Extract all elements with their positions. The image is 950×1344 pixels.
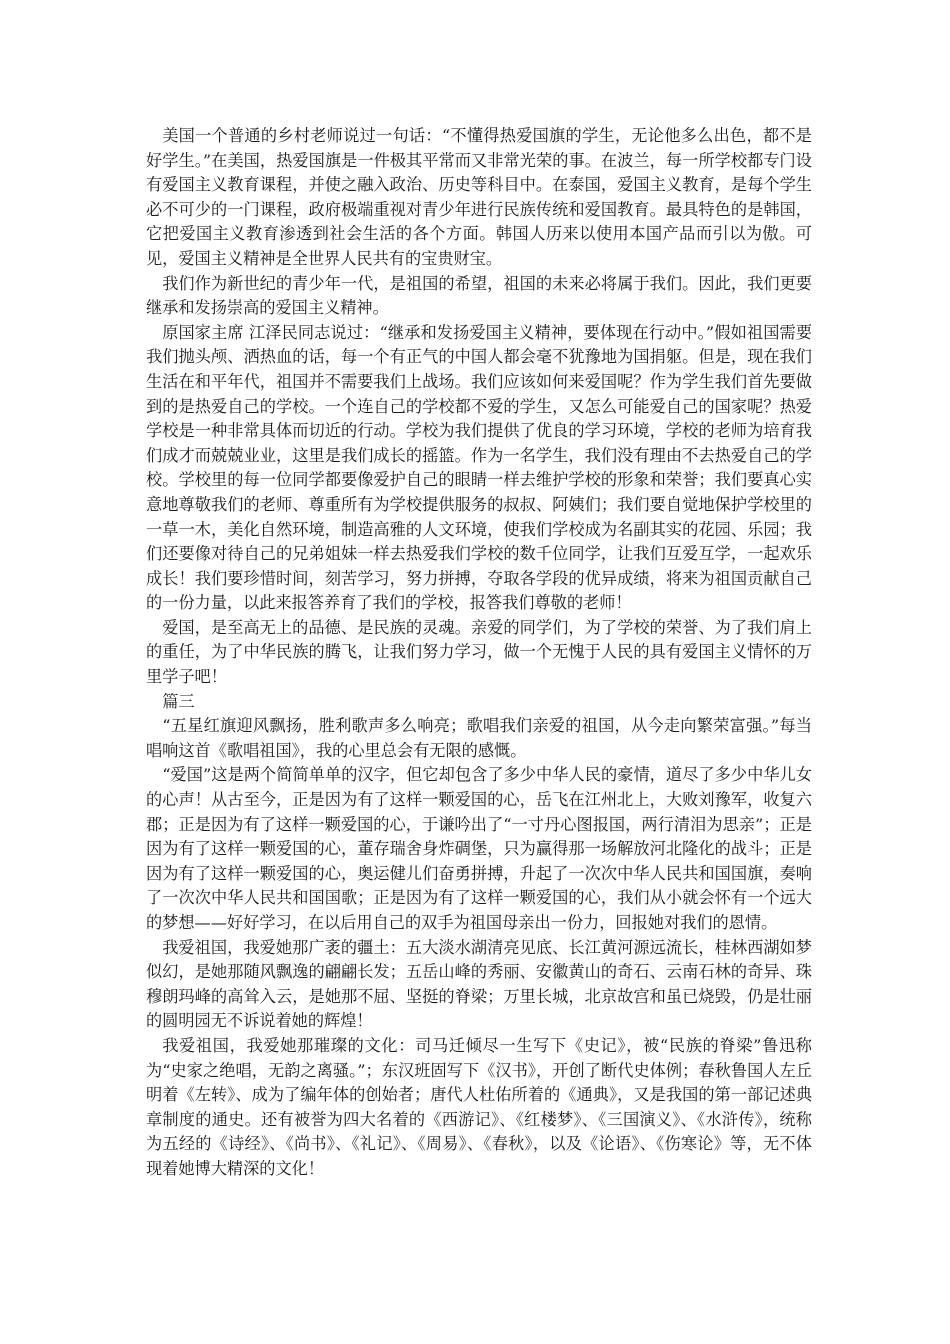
document-body: [146, 124, 812, 1182]
section-heading: 篇三: [162, 691, 195, 711]
paragraph: “爱国”这是两个简简单单的汉字，但它却包含了多少中华人民的豪情，道尽了多少中华儿女的心声！从古至今，正是因为有了这样一颗爱国的心，岳飞在江州北上，大败刘豫军，收复六郡；正是因为有了这样一颗爱国的心，于谦吟出了“一寸丹心图报国，两行清泪为思亲”；正是因为有了这样一颗爱国的心，董存瑞舍身炸碉堡，只为赢得那一场解放河北隆化的战斗；正是因为有了这样一颗爱国的心，奥运健儿们奋勇拼搏，升起了一次次中华人民共和国国旗，奏响了一次次中华人民共和国国歌；正是因为有了这样一颗爱国的心，我们从小就会怀有一个远大的梦想——好好学习，在以后用自己的双手为祖国母亲出一份力，回报她对我们的恩情。: [146, 765, 812, 932]
paragraph: 我们作为新世纪的青少年一代，是祖国的希望，祖国的未来必将属于我们。因此，我们更要继承和发扬崇高的爱国主义精神。: [146, 273, 812, 318]
paragraph: 爱国，是至高无上的品德、是民族的灵魂。亲爱的同学们，为了学校的荣誉、为了我们肩上的重任，为了中华民族的腾飞，让我们努力学习，做一个无愧于人民的具有爱国主义情怀的万里学子吧！: [146, 617, 812, 687]
paragraph: 我爱祖国，我爱她那璀璨的文化：司马迁倾尽一生写下《史记》，被“民族的脊梁”鲁迅称为“史家之绝唱，无韵之离骚。”；东汉班固写下《汉书》，开创了断代史体例；春秋鲁国人左丘明着《左转》、成为了编年体的创始者；唐代人杜佑所着的《通典》，又是我国的第一部记述典章制度的通史。还有被誉为四大名着的《西游记》、《红楼梦》、《三国演义》、《水浒传》，统称为五经的《诗经》、《尚书》、《礼记》、《周易》、《春秋》，以及《论语》、《伤寒论》等，无不体现着她博大精深的文化！: [146, 1035, 812, 1178]
paragraph: 我爱祖国，我爱她那广袤的疆土：五大淡水湖清亮见底、长江黄河源远流长，桂林西湖如梦似幻，是她那随风飘逸的翩翩长发；五岳山峰的秀丽、安徽黄山的奇石、云南石林的奇异、珠穆朗玛峰的高耸入云，是她那不屈、坚挺的脊梁；万里长城，北京故宫和虽已烧毁，仍是壮丽的圆明园无不诉说着她的辉煌！: [146, 937, 812, 1031]
paragraph: 原国家主席 江泽民同志说过：“继承和发扬爱国主义精神，要体现在行动中。”假如祖国需要我们抛头颅、洒热血的话，每一个有正气的中国人都会毫不犹豫地为国捐躯。但是，现在我们生活在和平年代，祖国并不需要我们上战场。我们应该如何来爱国呢？作为学生我们首先要做到的是热爱自己的学校。一个连自己的学校都不爱的学生，又怎么可能爱自己的国家呢？热爱学校是一种非常具体而切近的行动。学校为我们提供了优良的学习环境，学校的老师为培育我们成才而兢兢业业，这里是我们成长的摇篮。作为一名学生，我们没有理由不去热爱自己的学校。学校里的每一位同学都要像爱护自己的眼睛一样去维护学校的形象和荣誉；我们要真心实意地尊敬我们的老师、尊重所有为学校提供服务的叔叔、阿姨们；我们要自觉地保护学校里的一草一木，美化自然环境，制造高雅的人文环境，使我们学校成为名副其实的花园、乐园；我们还要像对待自己的兄弟姐妹一样去热爱我们学校的数千位同学，让我们互爱互学，一起欢乐成长！我们要珍惜时间，刻苦学习，努力拼搏，夺取各学段的优异成绩，将来为祖国贡献自己的一份力量，以此来报答养育了我们的学校，报答我们尊敬的老师！: [146, 322, 812, 613]
paragraph: 美国一个普通的乡村老师说过一句话：“不懂得热爱国旗的学生，无论他多么出色，都不是好学生。”在美国，热爱国旗是一件极其平常而又非常光荣的事。在波兰，每一所学校都专门设有爱国主义教育课程，并使之融入政治、历史等科目中。在泰国，爱国主义教育，是每个学生必不可少的一门课程，政府极端重视对青少年进行民族传统和爱国教育。最具特色的是韩国，它把爱国主义教育渗透到社会生活的各个方面。韩国人历来以使用本国产品而引以为傲。可见，爱国主义精神是全世界人民共有的宝贵财宝。: [146, 126, 812, 268]
paragraph: “五星红旗迎风飘扬，胜利歌声多么响亮；歌唱我们亲爱的祖国，从今走向繁荣富强。”每当唱响这首《歌唱祖国》，我的心里总会有无限的感慨。: [146, 716, 812, 760]
